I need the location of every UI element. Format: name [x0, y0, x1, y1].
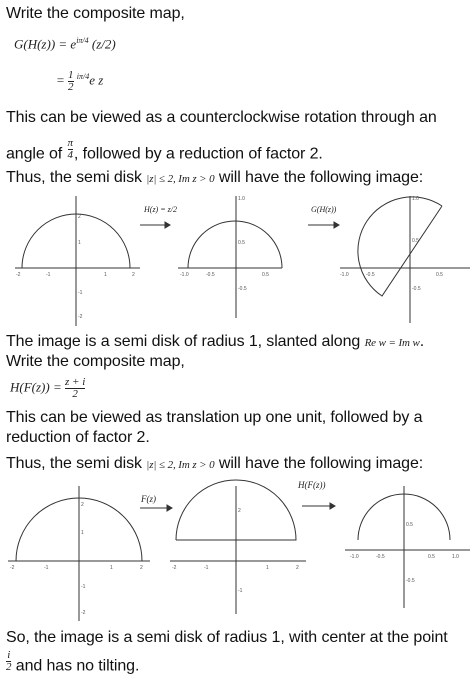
text-rotation: This can be viewed as a counterclockwise rotation through an	[6, 109, 437, 126]
svg-text:-1: -1	[78, 290, 83, 296]
svg-text:-0.5: -0.5	[412, 286, 421, 292]
equation-h-of-f: H(F(z)) = $\frac{z + i}{2}$	[10, 376, 86, 400]
svg-text:1: 1	[81, 530, 84, 536]
text-angle-line: angle of $\frac{\pi}{4}$ , followed by a reduction of factor 2.	[6, 137, 323, 163]
svg-text:2: 2	[238, 508, 241, 514]
svg-text:-2: -2	[16, 272, 21, 278]
figure-row-2	[0, 476, 474, 622]
svg-text:-2: -2	[10, 565, 15, 571]
label-g-of-h: G(H(z))	[311, 205, 337, 214]
label-f-of-z: F(z)	[141, 494, 156, 504]
svg-text:2: 2	[81, 502, 84, 508]
condition-1: |z| ≤ 2, Im z > 0	[146, 173, 215, 185]
equation-g-of-h: $G(H(z)) = e^{i\pi/4}$ (z/2)	[14, 36, 116, 52]
svg-text:0.5: 0.5	[262, 272, 269, 278]
svg-text:2: 2	[140, 565, 143, 571]
svg-text:-1: -1	[46, 272, 51, 278]
svg-text:1: 1	[266, 565, 269, 571]
text-write-composite-2: Write the composite map,	[6, 353, 185, 370]
svg-text:1.0: 1.0	[452, 554, 459, 560]
svg-text:-0.5: -0.5	[366, 272, 375, 278]
label-h-of-z: H(z) = z/2	[144, 205, 177, 214]
svg-text:0.5: 0.5	[406, 522, 413, 528]
svg-text:-1: -1	[81, 584, 86, 590]
svg-text:-1: -1	[44, 565, 49, 571]
figure-row-1	[0, 188, 474, 328]
svg-text:1: 1	[104, 272, 107, 278]
text-no-tilting: $\frac{i}{2}$ and has no tilting.	[6, 649, 140, 675]
svg-text:-0.5: -0.5	[238, 286, 247, 292]
semidisk-3	[358, 197, 442, 296]
label-h-of-f: H(F(z))	[298, 480, 326, 490]
svg-text:0.5: 0.5	[436, 272, 443, 278]
text-translation: This can be viewed as translation up one unit, followed by a	[6, 409, 423, 426]
svg-text:-1.0: -1.0	[340, 272, 349, 278]
svg-text:0.5: 0.5	[238, 240, 245, 246]
svg-text:2: 2	[78, 214, 81, 220]
svg-text:-1: -1	[204, 565, 209, 571]
text-image-slanted: The image is a semi disk of radius 1, slanted along Re w = Im w.	[6, 333, 425, 350]
svg-text:1: 1	[110, 565, 113, 571]
svg-text:-1.0: -1.0	[350, 554, 359, 560]
text-reduction: reduction of factor 2.	[6, 429, 150, 446]
svg-text:1.0: 1.0	[238, 196, 245, 202]
text-conclusion: So, the image is a semi disk of radius 1, with center at the point	[6, 629, 448, 646]
svg-text:2: 2	[132, 272, 135, 278]
svg-text:-1.0: -1.0	[180, 272, 189, 278]
text-write-composite-1: Write the composite map,	[6, 5, 185, 22]
svg-text:-0.5: -0.5	[376, 554, 385, 560]
svg-text:0.5: 0.5	[412, 238, 419, 244]
svg-text:2: 2	[296, 565, 299, 571]
semidisk-2	[188, 221, 282, 268]
text-semi-disk-2: Thus, the semi disk |z| ≤ 2, Im z > 0 will have the following image:	[6, 455, 424, 472]
svg-text:-2: -2	[78, 314, 83, 320]
text-semi-disk-1: Thus, the semi disk |z| ≤ 2, Im z > 0 will have the following image:	[6, 169, 424, 186]
svg-text:1: 1	[78, 240, 81, 246]
svg-text:1.0: 1.0	[412, 196, 419, 202]
equation-simplified: = $\frac{1}{2}$ $^{i\pi/4}$e z	[56, 69, 104, 93]
svg-text:-1: -1	[238, 588, 243, 594]
svg-text:-0.5: -0.5	[406, 578, 415, 584]
svg-text:-2: -2	[81, 610, 86, 616]
condition-2: |z| ≤ 2, Im z > 0	[146, 459, 215, 471]
slant-equation: Re w = Im w	[364, 337, 420, 349]
svg-text:-0.5: -0.5	[206, 272, 215, 278]
svg-text:0.5: 0.5	[428, 554, 435, 560]
svg-text:-2: -2	[172, 565, 177, 571]
